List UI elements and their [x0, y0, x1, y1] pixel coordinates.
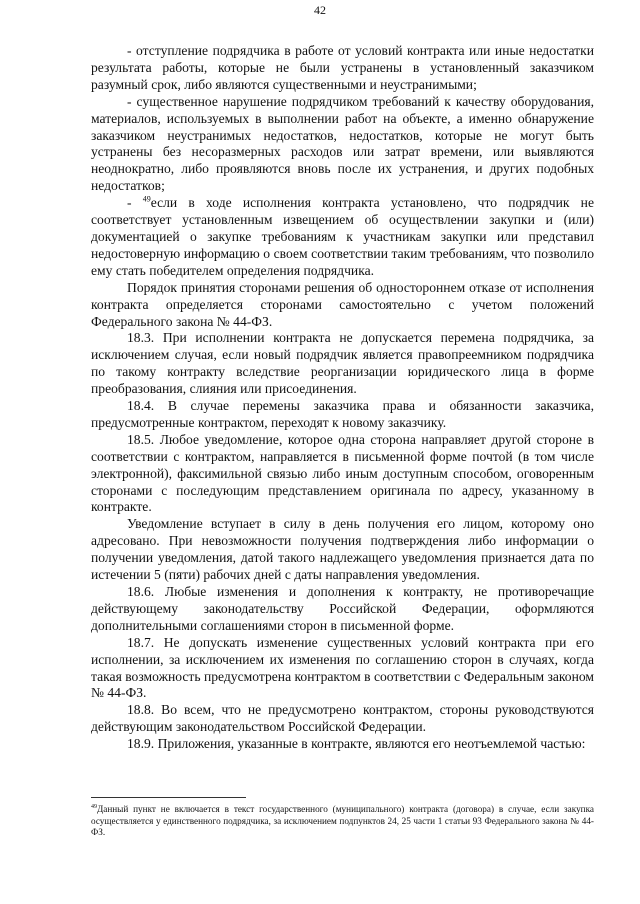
paragraph-18-3: 18.3. При исполнении контракта не допускается перемена подрядчика, за исключением случая, если новый подрядчик является правопреемником подрядчика по такому контракту вследствие реорганизации юридического лица в форме преобразования, слияния или присоединения.	[91, 330, 594, 397]
dash-prefix: -	[127, 195, 143, 211]
paragraph-deviation: - отступление подрядчика в работе от условий контракта или иные недостатки результата работы, которые не были устранены в установленный заказчиком разумный срок, либо являются существенными и неустранимыми;	[91, 43, 594, 92]
paragraph-nonconformity	[91, 195, 594, 280]
footnote-separator	[91, 797, 246, 798]
footnote-paragraph	[91, 804, 594, 839]
paragraph-notification-effect: Уведомление вступает в силу в день получения его лицом, которому оно адресовано. При невозможности получения подтверждения либо информации о получении уведомления, датой такого надлежащего уведомления признается дата по истечении 5 (пяти) рабочих дней с даты направления уведомления.	[91, 516, 594, 583]
paragraph-18-7: 18.7. Не допускать изменение существенных условий контракта при его исполнении, за исключением их изменения по соглашению сторон в случаях, когда такая возможность предусмотрена контрактом в соответствии с Федеральным законом № 44-ФЗ.	[91, 634, 595, 701]
footnote-text: Данный пункт не включается в текст государственного (муниципального) контракта (договора) в случае, если закупка осуществляется у единственного подрядчика, за исключением подпунктов 24, 25 части 1 статьи 93 Федерального закона № 44-ФЗ.	[91, 804, 594, 837]
paragraph-nonconformity-text: если в ходе исполнения контракта установлено, что подрядчик не соответствует установленным извещением об осуществлении закупки и (или) документацией о закупке требованиям к участникам закупки или представил недостоверную информацию о своем соответствии таким требованиям, что позволило ему стать победителем определения подрядчика.	[91, 195, 594, 278]
paragraph-18-5: 18.5. Любое уведомление, которое одна сторона направляет другой стороне в соответствии с контрактом, направляется в письменной форме почтой (в том числе электронной), факсимильной связью либо иным доступным способом, оговоренным сторонами с последующим представлением оригинала по адресу, указанному в контракте.	[91, 431, 594, 515]
paragraph-18-8: 18.8. Во всем, что не предусмотрено контрактом, стороны руководствуются действующим законодательством Российской Федерации.	[91, 702, 594, 735]
page-number: 42	[314, 3, 326, 17]
paragraph-18-4: 18.4. В случае перемены заказчика права и обязанности заказчика, предусмотренные контрактом, переходят к новому заказчику.	[91, 398, 594, 430]
footnote	[91, 804, 594, 839]
paragraph-quality-violation: - существенное нарушение подрядчиком требований к качеству оборудования, материалов, используемых в выполнении работ на объекте, а именно обнаружение заказчиком неустранимых недостатков, недостатков, которые не могут быть устранены без несоразмерных расходов или затрат времени, или выявляются неоднократно, либо проявляются вновь после их устранения, и других подобных недостатков;	[91, 93, 594, 194]
paragraph-18-9: 18.9. Приложения, указанные в контракте, являются его неотъемлемой частью:	[127, 736, 586, 752]
paragraph-unilateral-refusal: Порядок принятия сторонами решения об одностороннем отказе от исполнения контракта определяется сторонами самостоятельно с учетом положений Федерального закона № 44-ФЗ.	[91, 279, 594, 329]
document-body	[91, 43, 594, 753]
paragraph-18-6: 18.6. Любые изменения и дополнения к контракту, не противоречащие действующему законодательству Российской Федерации, оформляются дополнительными соглашениями сторон в письменной форме.	[91, 584, 594, 633]
footnote-reference: 49	[142, 194, 151, 204]
footnote-marker: 49	[91, 803, 97, 810]
